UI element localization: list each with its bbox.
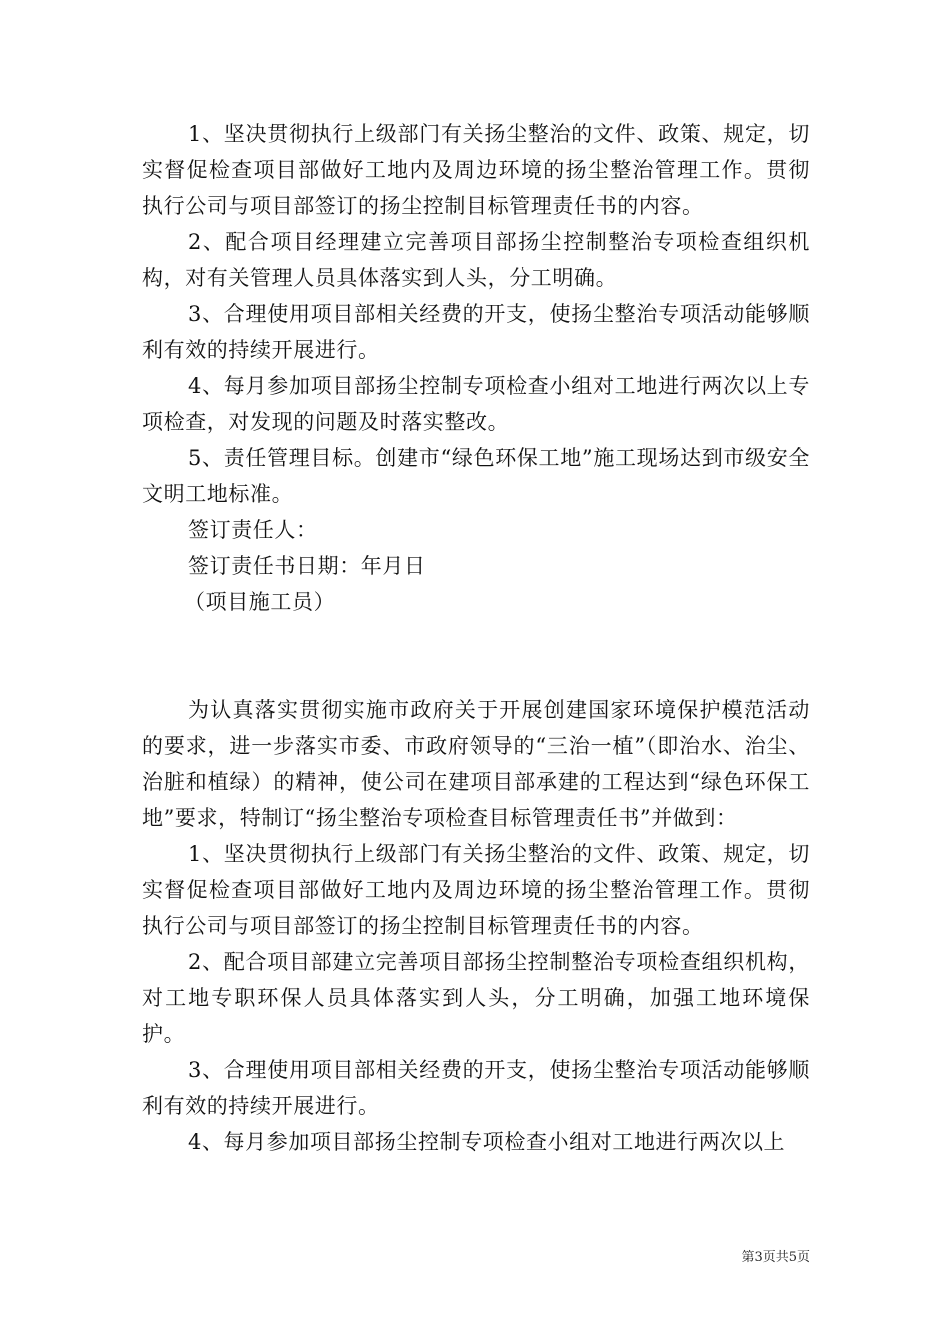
paragraph-s1-2: 2、配合项目经理建立完善项目部扬尘控制整治专项检查组织机构，对有关管理人员具体落实到人头，分工明确。 <box>142 230 810 290</box>
paragraph-s1-4: 4、每月参加项目部扬尘控制专项检查小组对工地进行两次以上专项检查，对发现的问题及时落实整改。 <box>142 374 810 434</box>
document-body <box>142 116 810 1160</box>
sign-date-line: 签订责任书日期：年月日 <box>188 554 426 578</box>
paragraph-s2-2: 2、配合项目部建立完善项目部扬尘控制整治专项检查组织机构，对工地专职环保人员具体落实到人头，分工明确，加强工地环境保护。 <box>142 950 810 1046</box>
paragraph-s1-5: 5、责任管理目标。创建市“绿色环保工地”施工现场达到市级安全文明工地标准。 <box>142 446 810 506</box>
paragraph-s2-3: 3、合理使用项目部相关经费的开支，使扬尘整治专项活动能够顺利有效的持续开展进行。 <box>142 1058 810 1118</box>
section-gap <box>142 620 810 692</box>
paragraph-s2-4: 4、每月参加项目部扬尘控制专项检查小组对工地进行两次以上 <box>188 1130 786 1154</box>
page-number: 第3页共5页 <box>741 1250 810 1265</box>
paragraph-s1-1: 1、坚决贯彻执行上级部门有关扬尘整治的文件、政策、规定，切实督促检查项目部做好工地内及周边环境的扬尘整治管理工作。贯彻执行公司与项目部签订的扬尘控制目标管理责任书的内容。 <box>142 122 810 218</box>
sign-person-line: 签订责任人： <box>188 518 318 542</box>
paragraph-s2-1: 1、坚决贯彻执行上级部门有关扬尘整治的文件、政策、规定，切实督促检查项目部做好工地内及周边环境的扬尘整治管理工作。贯彻执行公司与项目部签订的扬尘控制目标管理责任书的内容。 <box>142 842 810 938</box>
intro-paragraph: 为认真落实贯彻实施市政府关于开展创建国家环境保护模范活动的要求，进一步落实市委、市政府领导的“三治一植”（即治水、治尘、治脏和植绿）的精神，使公司在建项目部承建的工程达到“绿色环保工地”要求，特制订“扬尘整治专项检查目标管理责任书”并做到： <box>142 698 810 830</box>
paragraph-s1-3: 3、合理使用项目部相关经费的开支，使扬尘整治专项活动能够顺利有效的持续开展进行。 <box>142 302 810 362</box>
role-line: （项目施工员） <box>184 590 336 614</box>
